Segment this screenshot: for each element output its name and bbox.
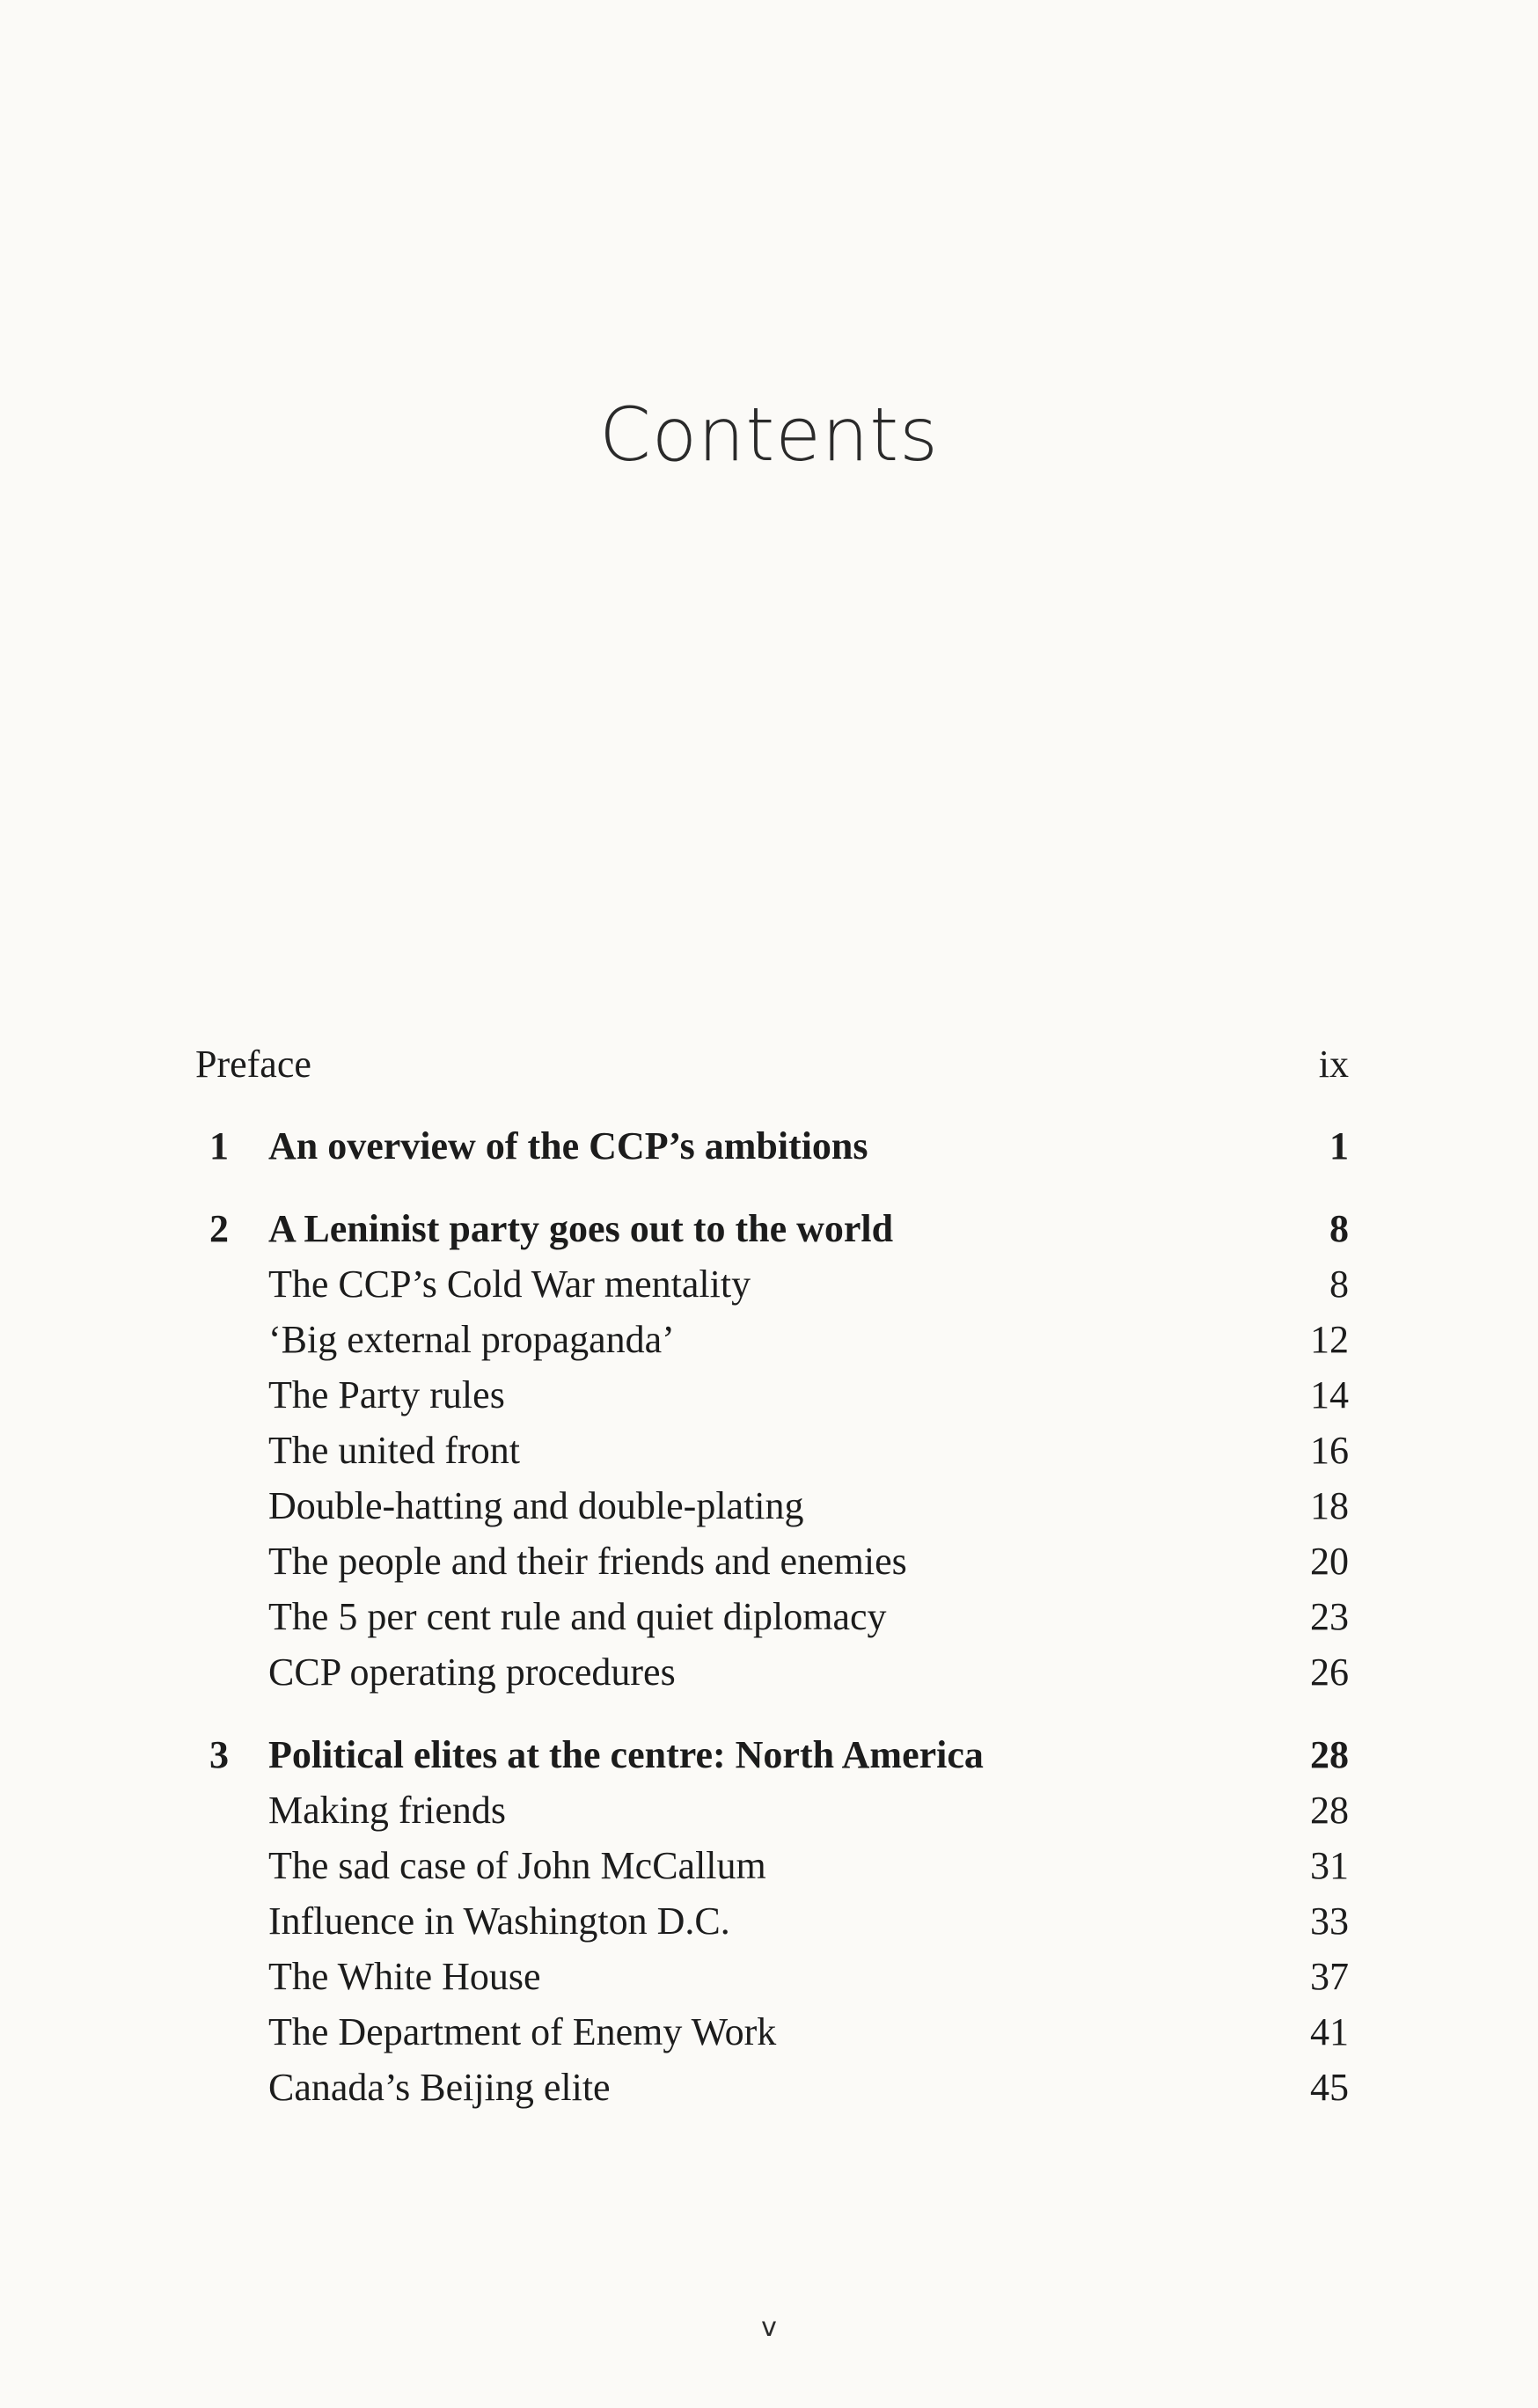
section-page: 16 [1310, 1429, 1349, 1472]
toc-section[interactable] [0, 1478, 1538, 1533]
section-title: The Department of Enemy Work [268, 2010, 777, 2053]
section-title: Influence in Washington D.C. [268, 1899, 730, 1943]
section-page: 8 [1329, 1263, 1349, 1306]
section-page: 37 [1310, 1955, 1349, 1998]
toc-chapter-3[interactable] [0, 1727, 1538, 1782]
section-page: 14 [1310, 1373, 1349, 1416]
section-page: 28 [1310, 1789, 1349, 1832]
chapter-title: A Leninist party goes out to the world [268, 1207, 894, 1250]
toc-entry-title: Preface [195, 1043, 311, 1086]
section-page: 31 [1310, 1844, 1349, 1887]
section-title: The sad case of John McCallum [268, 1844, 766, 1887]
toc-section[interactable] [0, 1782, 1538, 1838]
section-page: 26 [1310, 1650, 1349, 1694]
section-page: 18 [1310, 1484, 1349, 1527]
toc-section[interactable] [0, 1893, 1538, 1949]
section-page: 45 [1310, 2066, 1349, 2109]
chapter-number: 1 [209, 1124, 229, 1167]
toc-section[interactable] [0, 1312, 1538, 1367]
toc-section[interactable] [0, 1367, 1538, 1423]
section-title: The CCP’s Cold War mentality [268, 1263, 751, 1306]
section-title: The Party rules [268, 1373, 505, 1416]
toc-section[interactable] [0, 2060, 1538, 2115]
chapter-number: 3 [209, 1733, 229, 1776]
table-of-contents [0, 1036, 1538, 2115]
toc-section[interactable] [0, 2004, 1538, 2060]
section-page: 20 [1310, 1540, 1349, 1583]
section-page: 33 [1310, 1899, 1349, 1943]
chapter-page: 28 [1310, 1733, 1349, 1776]
toc-section[interactable] [0, 1644, 1538, 1700]
toc-entry-page: ix [1318, 1043, 1349, 1086]
toc-entry-preface[interactable] [0, 1036, 1538, 1092]
chapter-number: 2 [209, 1207, 229, 1250]
section-title: Double-hatting and double-plating [268, 1484, 804, 1527]
chapter-page: 1 [1329, 1124, 1349, 1167]
page-title: Contents [599, 392, 939, 478]
section-title: Canada’s Beijing elite [268, 2066, 611, 2109]
chapter-title: An overview of the CCP’s ambitions [268, 1124, 868, 1167]
toc-section[interactable] [0, 1256, 1538, 1312]
section-title: ‘Big external propaganda’ [268, 1318, 675, 1361]
chapter-title: Political elites at the centre: North America [268, 1733, 984, 1776]
section-title: The united front [268, 1429, 520, 1472]
toc-chapter-2[interactable] [0, 1201, 1538, 1256]
toc-section[interactable] [0, 1423, 1538, 1478]
page-number: v [761, 2312, 777, 2343]
toc-section[interactable] [0, 1589, 1538, 1644]
section-page: 12 [1310, 1318, 1349, 1361]
section-title: CCP operating procedures [268, 1650, 676, 1694]
section-title: The people and their friends and enemies [268, 1540, 907, 1583]
chapter-page: 8 [1329, 1207, 1349, 1250]
section-title: The 5 per cent rule and quiet diplomacy [268, 1595, 887, 1638]
section-page: 41 [1310, 2010, 1349, 2053]
toc-section[interactable] [0, 1838, 1538, 1893]
toc-section[interactable] [0, 1533, 1538, 1589]
toc-section[interactable] [0, 1949, 1538, 2004]
section-title: Making friends [268, 1789, 507, 1832]
section-page: 23 [1310, 1595, 1349, 1638]
toc-chapter-1[interactable] [0, 1118, 1538, 1174]
section-title: The White House [268, 1955, 541, 1998]
